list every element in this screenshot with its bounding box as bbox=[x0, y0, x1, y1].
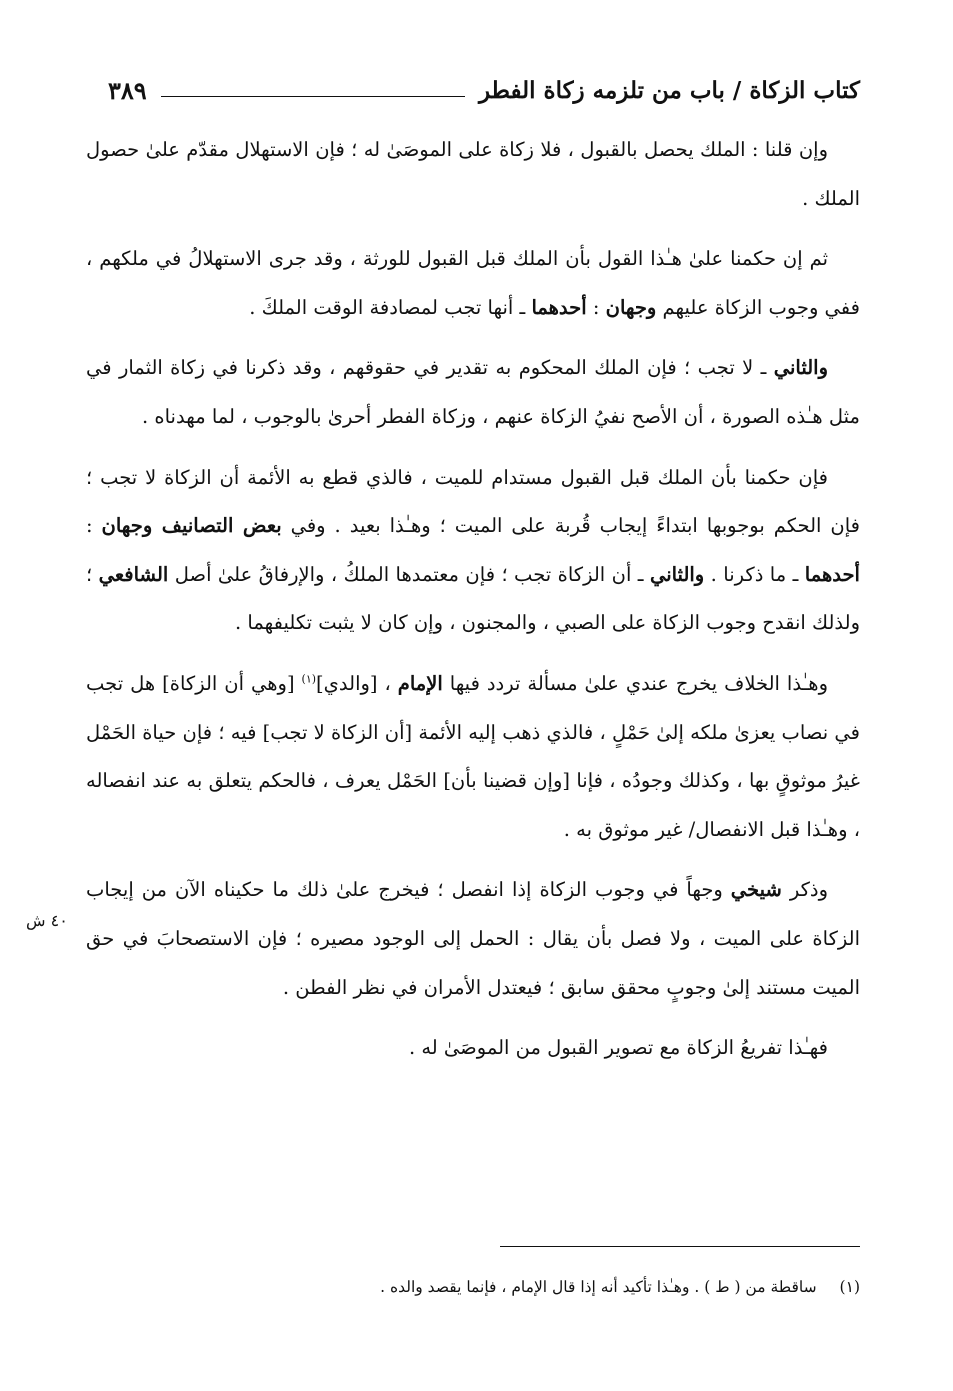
bold-term: بعض التصانيف وجهان bbox=[101, 514, 282, 538]
text-segment: ـ أنها تجب لمصادفة الوقت الملكَ . bbox=[249, 295, 532, 319]
paragraph bbox=[86, 660, 860, 854]
bold-term: والثاني bbox=[649, 562, 705, 586]
bold-term: وجهان bbox=[605, 295, 657, 319]
page-number: ٣٨٩ bbox=[108, 75, 147, 105]
text-segment: وإن قلنا : الملك يحصل بالقبول ، فلا زكاة على الموصَىٰ له ؛ فإن الاستهلال مقدّم علىٰ حصول الملك . bbox=[86, 138, 860, 210]
bold-term: والثاني bbox=[773, 356, 828, 380]
text-segment: فإن حكمنا بأن الملك قبل القبول مستدام للميت ، فالذي قطع به الأئمة أن الزكاة لا تجب ؛ فإن الحكم بوجوبها ابتداءً إيجاب قُربة على الميت ؛ وهـٰذا بعيد . وفي bbox=[86, 465, 860, 538]
text-segment: ـ أن الزكاة تجب ؛ فإن معتمدها الملكُ ، والإرفاقُ علىٰ أصل bbox=[168, 562, 650, 586]
page-header bbox=[108, 70, 860, 110]
text-segment: ثم إن حكمنا علىٰ هـٰذا القول بأن الملك قبل القبول للورثة ، وقد جرى الاستهلالُ في ملكهم ، ففي وجوب الزكاة عليهم bbox=[86, 247, 860, 319]
text-segment: وهـٰذا الخلاف يخرج عندي علىٰ مسألة تردد فيها bbox=[442, 671, 828, 695]
bold-term: شيخي bbox=[730, 878, 782, 902]
paragraph bbox=[86, 866, 860, 1012]
footnote-reference: (١) bbox=[301, 672, 317, 686]
text-segment: [وهي أن الزكاة] هل تجب في نصاب يعزىٰ ملكه إلىٰ حَمْلٍ ، فالذي ذهب إليه الأئمة [أن الزكاة لا تجب] فيه ؛ فإن حياة الحَمْل غيرُ موثوقٍ بها ، وكذلك وجودُه ، فإنا [وإن قضينا بأن] الحَمْل يعرف ، فالحكم يتعلق به عند انفصاله ، وهـٰذا قبل الانفصال/ غير موثوق به . bbox=[86, 671, 860, 841]
running-title: كتاب الزكاة / باب من تلزمه زكاة الفطر bbox=[478, 76, 860, 104]
text-segment: : bbox=[586, 295, 606, 319]
text-segment: ـ ما ذكرنا . bbox=[704, 562, 805, 586]
bold-term: الإمام bbox=[397, 671, 443, 695]
paragraph bbox=[86, 344, 860, 441]
bold-term: أحدهما bbox=[531, 295, 587, 319]
main-text bbox=[86, 126, 860, 1073]
margin-note: ٤٠ ش bbox=[26, 911, 68, 930]
text-segment: فهـٰذا تفريعُ الزكاة مع تصوير القبول من الموصَىٰ له . bbox=[408, 1036, 828, 1060]
bold-term: الشافعي bbox=[98, 562, 169, 586]
footnote-number: (١) bbox=[839, 1278, 860, 1296]
bold-term: أحدهما bbox=[804, 562, 860, 586]
paragraph bbox=[86, 454, 860, 648]
text-segment: ـ لا تجب ؛ فإن الملك المحكوم به تقدير في حقوقهم ، وقد ذكرنا في زكاة الثمار في مثل هـٰذه الصورة ، أن الأصح نفيُ الزكاة عنهم ، وزكاة الفطر أحرىٰ بالوجوب ، لما مهدناه . bbox=[86, 356, 860, 428]
paragraph bbox=[86, 1024, 860, 1073]
header-rule bbox=[161, 96, 465, 97]
footnote-separator bbox=[500, 1246, 860, 1247]
footnote bbox=[200, 1272, 860, 1302]
text-segment: وذكر bbox=[781, 878, 828, 902]
text-segment: : bbox=[86, 514, 102, 538]
footnote-text: ساقطة من ( ط ) . وهـٰذا تأكيد أنه إذا قال الإمام ، فإنما يقصد والده . bbox=[380, 1278, 817, 1296]
paragraph bbox=[86, 235, 860, 332]
text-segment: وجهاً في وجوب الزكاة إذا انفصل ؛ فيخرج علىٰ ذلك ما حكيناه الآن من إيجاب الزكاة على الميت ، ولا فصل بأن يقال : الحمل إلى الوجود مصيره ؛ فإن الاستصحابَ في حق الميت مستند إلىٰ وجوبٍ محقق سابق ؛ فيعتدل الأمران في نظر الفطن . bbox=[86, 878, 860, 999]
text-segment: ؛ ولذلك انقدح وجوب الزكاة على الصبي ، والمجنون ، وإن كان لا يثبت تكليفهما . bbox=[86, 562, 860, 635]
text-segment: ، [والدي] bbox=[316, 671, 398, 695]
paragraph bbox=[86, 126, 860, 223]
